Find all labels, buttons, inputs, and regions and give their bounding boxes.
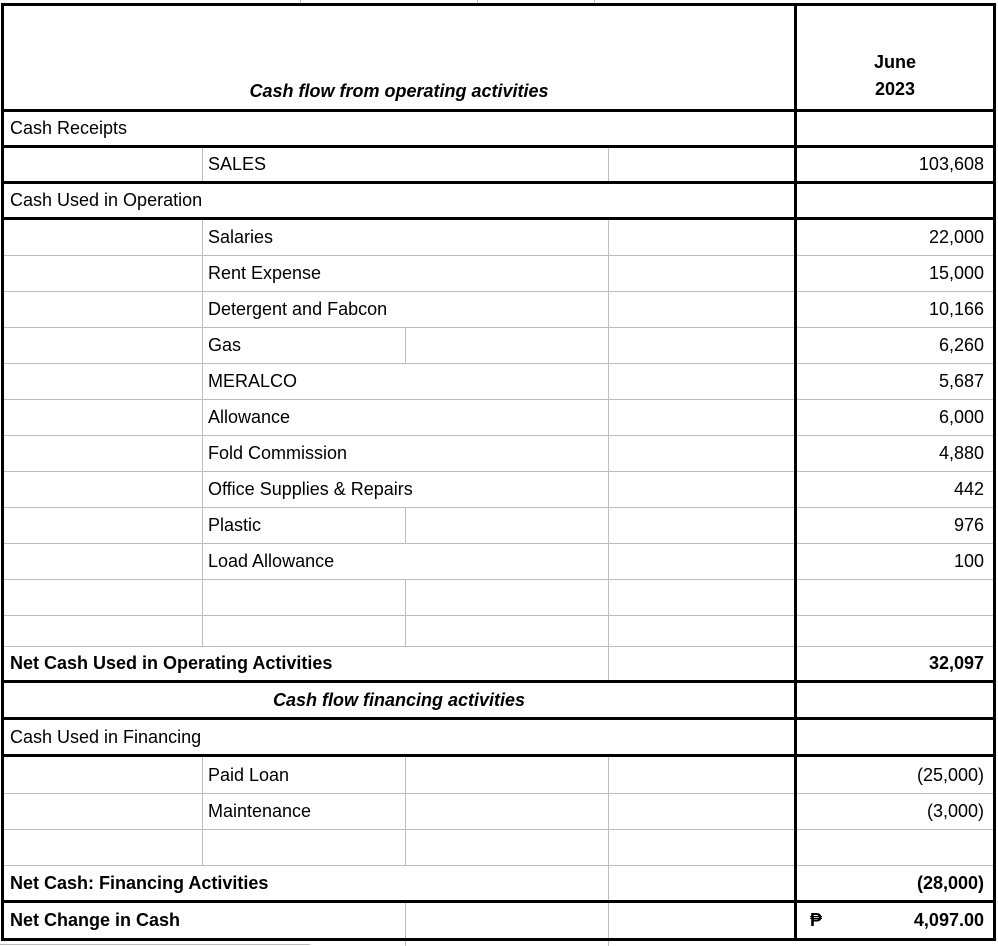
row-rent-expense [4,256,993,292]
gridline [405,328,406,363]
item-value: (3,000) [926,801,984,822]
total-value: 32,097 [928,653,984,674]
row-cash-used-financing [4,720,993,757]
total-label: Net Change in Cash [10,910,181,931]
gridline [608,616,609,646]
item-label: Salaries [208,227,274,248]
row-net-change [4,903,993,938]
row-gas [4,328,993,364]
gridline [608,757,609,793]
peso-currency-symbol: ₱ [810,910,823,930]
gridline [608,256,609,291]
gridline [405,794,406,829]
item-label: Rent Expense [208,263,322,284]
gridline [608,148,609,181]
header-row [4,6,993,112]
gridline-stub [405,941,406,946]
row-salaries [4,220,993,256]
cash-flow-statement-table [1,3,996,941]
gridline [405,580,406,615]
gridline [608,436,609,471]
item-label: Maintenance [208,801,312,822]
operating-section-title: Cash flow from operating activities [249,81,549,101]
gridline [405,757,406,793]
row-allowance [4,400,993,436]
total-label: Net Cash: Financing Activities [10,872,269,893]
gridline [202,472,203,507]
gridline [608,364,609,399]
gridline [608,508,609,543]
item-label: Detergent and Fabcon [208,299,388,320]
total-label: Net Cash Used in Operating Activities [10,653,333,674]
item-value: 442 [953,479,984,500]
total-value: (28,000) [916,872,984,893]
period-header [797,49,993,103]
gridline [202,364,203,399]
row-plastic [4,508,993,544]
gridline [202,757,203,793]
item-value: 103,608 [918,154,984,175]
gridline [608,472,609,507]
item-label: Gas [208,335,242,356]
section-label: Cash Receipts [10,118,128,139]
item-value: 22,000 [928,227,984,248]
gridline [608,866,609,900]
gridline [202,580,203,615]
row-paid-loan [4,757,993,794]
item-value: 976 [953,515,984,536]
gridline [608,328,609,363]
item-label: Paid Loan [208,764,290,785]
gridline [608,220,609,255]
gridline [405,830,406,865]
gridline [202,616,203,646]
row-net-financing [4,866,993,903]
blank-row [4,830,993,866]
gridline [608,794,609,829]
row-fold-commission [4,436,993,472]
item-label: Fold Commission [208,443,348,464]
gridline [202,148,203,181]
period-month: June [873,52,916,72]
gridline [202,220,203,255]
row-load-allowance [4,544,993,580]
gridline [608,544,609,579]
item-label: SALES [208,154,267,175]
row-detergent-fabcon [4,292,993,328]
gridline [202,544,203,579]
gridline [608,580,609,615]
gridline [405,616,406,646]
gridline [405,508,406,543]
item-label: Load Allowance [208,551,335,572]
item-value: 15,000 [928,263,984,284]
item-value: 100 [953,551,984,572]
item-value: 4,880 [938,443,984,464]
row-net-operating [4,647,993,683]
financing-section-title: Cash flow financing activities [272,689,526,710]
blank-row [4,616,993,647]
row-cash-receipts [4,112,993,148]
gridline-stub [608,941,609,946]
total-value: 4,097.00 [913,910,984,931]
blank-row [4,580,993,616]
gridline [405,903,406,938]
period-year: 2023 [874,79,916,99]
gridline [202,256,203,291]
row-cash-used-operation [4,184,993,220]
item-label: Allowance [208,407,291,428]
row-office-supplies [4,472,993,508]
gridline [202,328,203,363]
item-value: 5,687 [938,371,984,392]
gridline [202,292,203,327]
item-value: 6,260 [938,335,984,356]
item-label: Plastic [208,515,262,536]
gridline [202,830,203,865]
gridline [608,400,609,435]
item-value: (25,000) [916,764,984,785]
row-financing-title [4,683,993,720]
gridline-stub [0,944,310,945]
gridline [202,508,203,543]
section-label: Cash Used in Operation [10,190,203,211]
item-label: Office Supplies & Repairs [208,479,413,500]
gridline [202,436,203,471]
row-sales [4,148,993,184]
row-meralco [4,364,993,400]
gridline [202,794,203,829]
gridline [608,903,609,938]
gridline [608,647,609,680]
item-value: 6,000 [938,407,984,428]
gridline [608,830,609,865]
item-label: MERALCO [208,371,298,392]
amount-column-divider [794,6,797,938]
section-label: Cash Used in Financing [10,726,202,747]
gridline [608,292,609,327]
row-maintenance [4,794,993,830]
item-value: 10,166 [928,299,984,320]
gridline [202,400,203,435]
